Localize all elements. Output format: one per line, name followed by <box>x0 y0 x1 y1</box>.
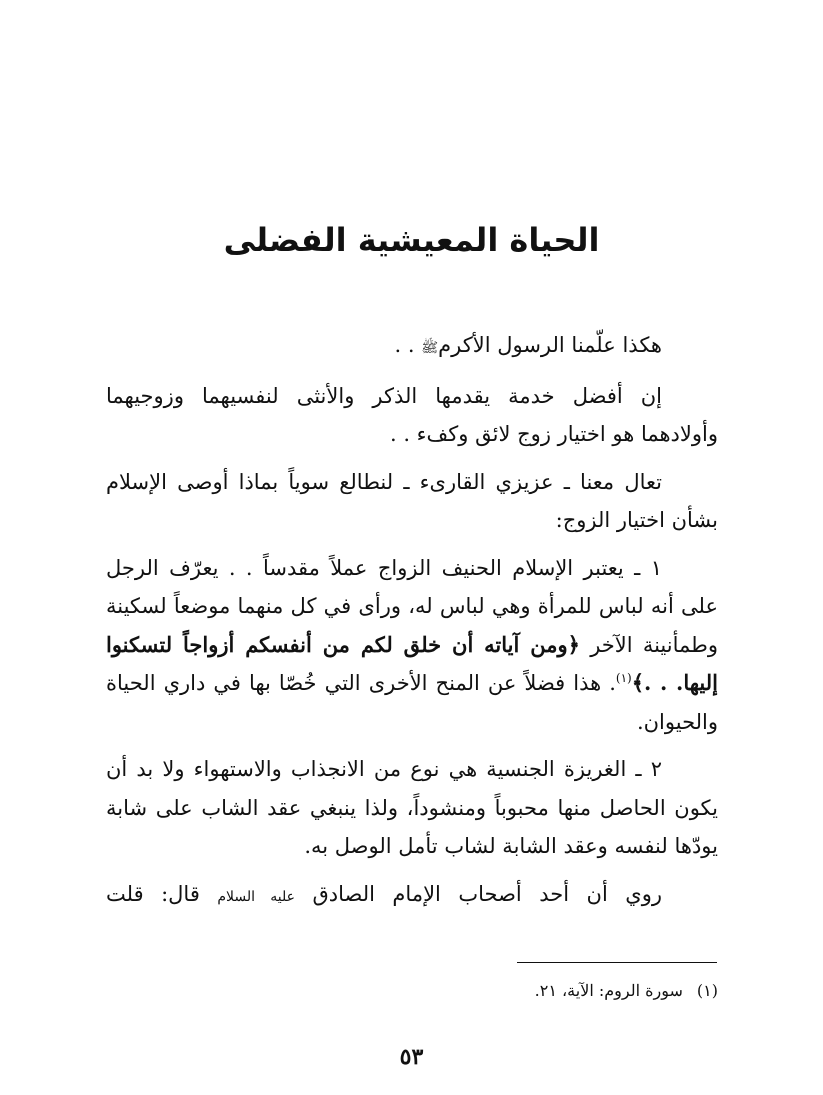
paragraph-2 <box>106 377 718 454</box>
p2-text: إن أفضل خدمة يقدمها الذكر والأنثى لنفسيهما وزوجيهما وأولادهما هو اختيار زوج لائق وكفء . . <box>106 383 718 446</box>
paragraph-5 <box>106 750 718 866</box>
footnote <box>300 978 718 1004</box>
p1-text: هكذا علّمنا الرسول الأكرم <box>438 333 662 357</box>
footnote-separator <box>517 962 717 963</box>
footnote-text: سورة الروم: الآية، ٢١. <box>534 981 683 1000</box>
p6-text: روي أن أحد أصحاب الإمام الصادق <box>312 881 662 906</box>
alayhi-salam-symbol: عليه السلام <box>217 888 295 905</box>
p1-tail: . . <box>394 333 422 357</box>
p4-after: . هذا فضلاً عن المنح الأخرى التي خُصّا بها في داري الحياة والحيوان. <box>106 671 718 734</box>
p4-before: ١ ـ يعتبر الإسلام الحنيف الزواج عملاً مقدساً . . يعرّف الرجل على أنه لباس للمرأة وهي لباس له، ورأى في كل منهما موضعاً لسكينة وطمأنينة الآخر <box>106 555 718 657</box>
footnote-ref: (١) <box>615 671 632 685</box>
body-text <box>106 326 718 925</box>
page-number: ٥٣ <box>399 1044 424 1070</box>
paragraph-3 <box>106 463 718 540</box>
p5-text: ٢ ـ الغريزة الجنسية هي نوع من الانجذاب والاستهواء ولا بد أن يكون الحاصل منها محبوباً ومنشوداً، ولذا ينبغي عقد الشاب على شابة يودّها لنفسه وعقد الشابة لشاب تأمل الوصل به. <box>106 757 718 858</box>
paragraph-4 <box>106 549 718 742</box>
salawat-symbol: ﷺ <box>421 340 439 356</box>
paragraph-6 <box>106 875 718 917</box>
p3-text: تعال معنا ـ عزيزي القارىء ـ لنطالع سوياً بماذا أوصى الإسلام بشأن اختيار الزوج: <box>106 469 718 532</box>
paragraph-1 <box>106 326 718 368</box>
footnote-number: (١) <box>696 981 718 1000</box>
p6-tail: قال: قلت <box>106 881 218 906</box>
chapter-title: الحياة المعيشية الفضلى <box>223 221 600 259</box>
quran-verse: ﴿ومن آياته أن خلق لكم من أنفسكم أزواجاً لتسكنوا إليها. . .﴾ <box>106 631 718 695</box>
